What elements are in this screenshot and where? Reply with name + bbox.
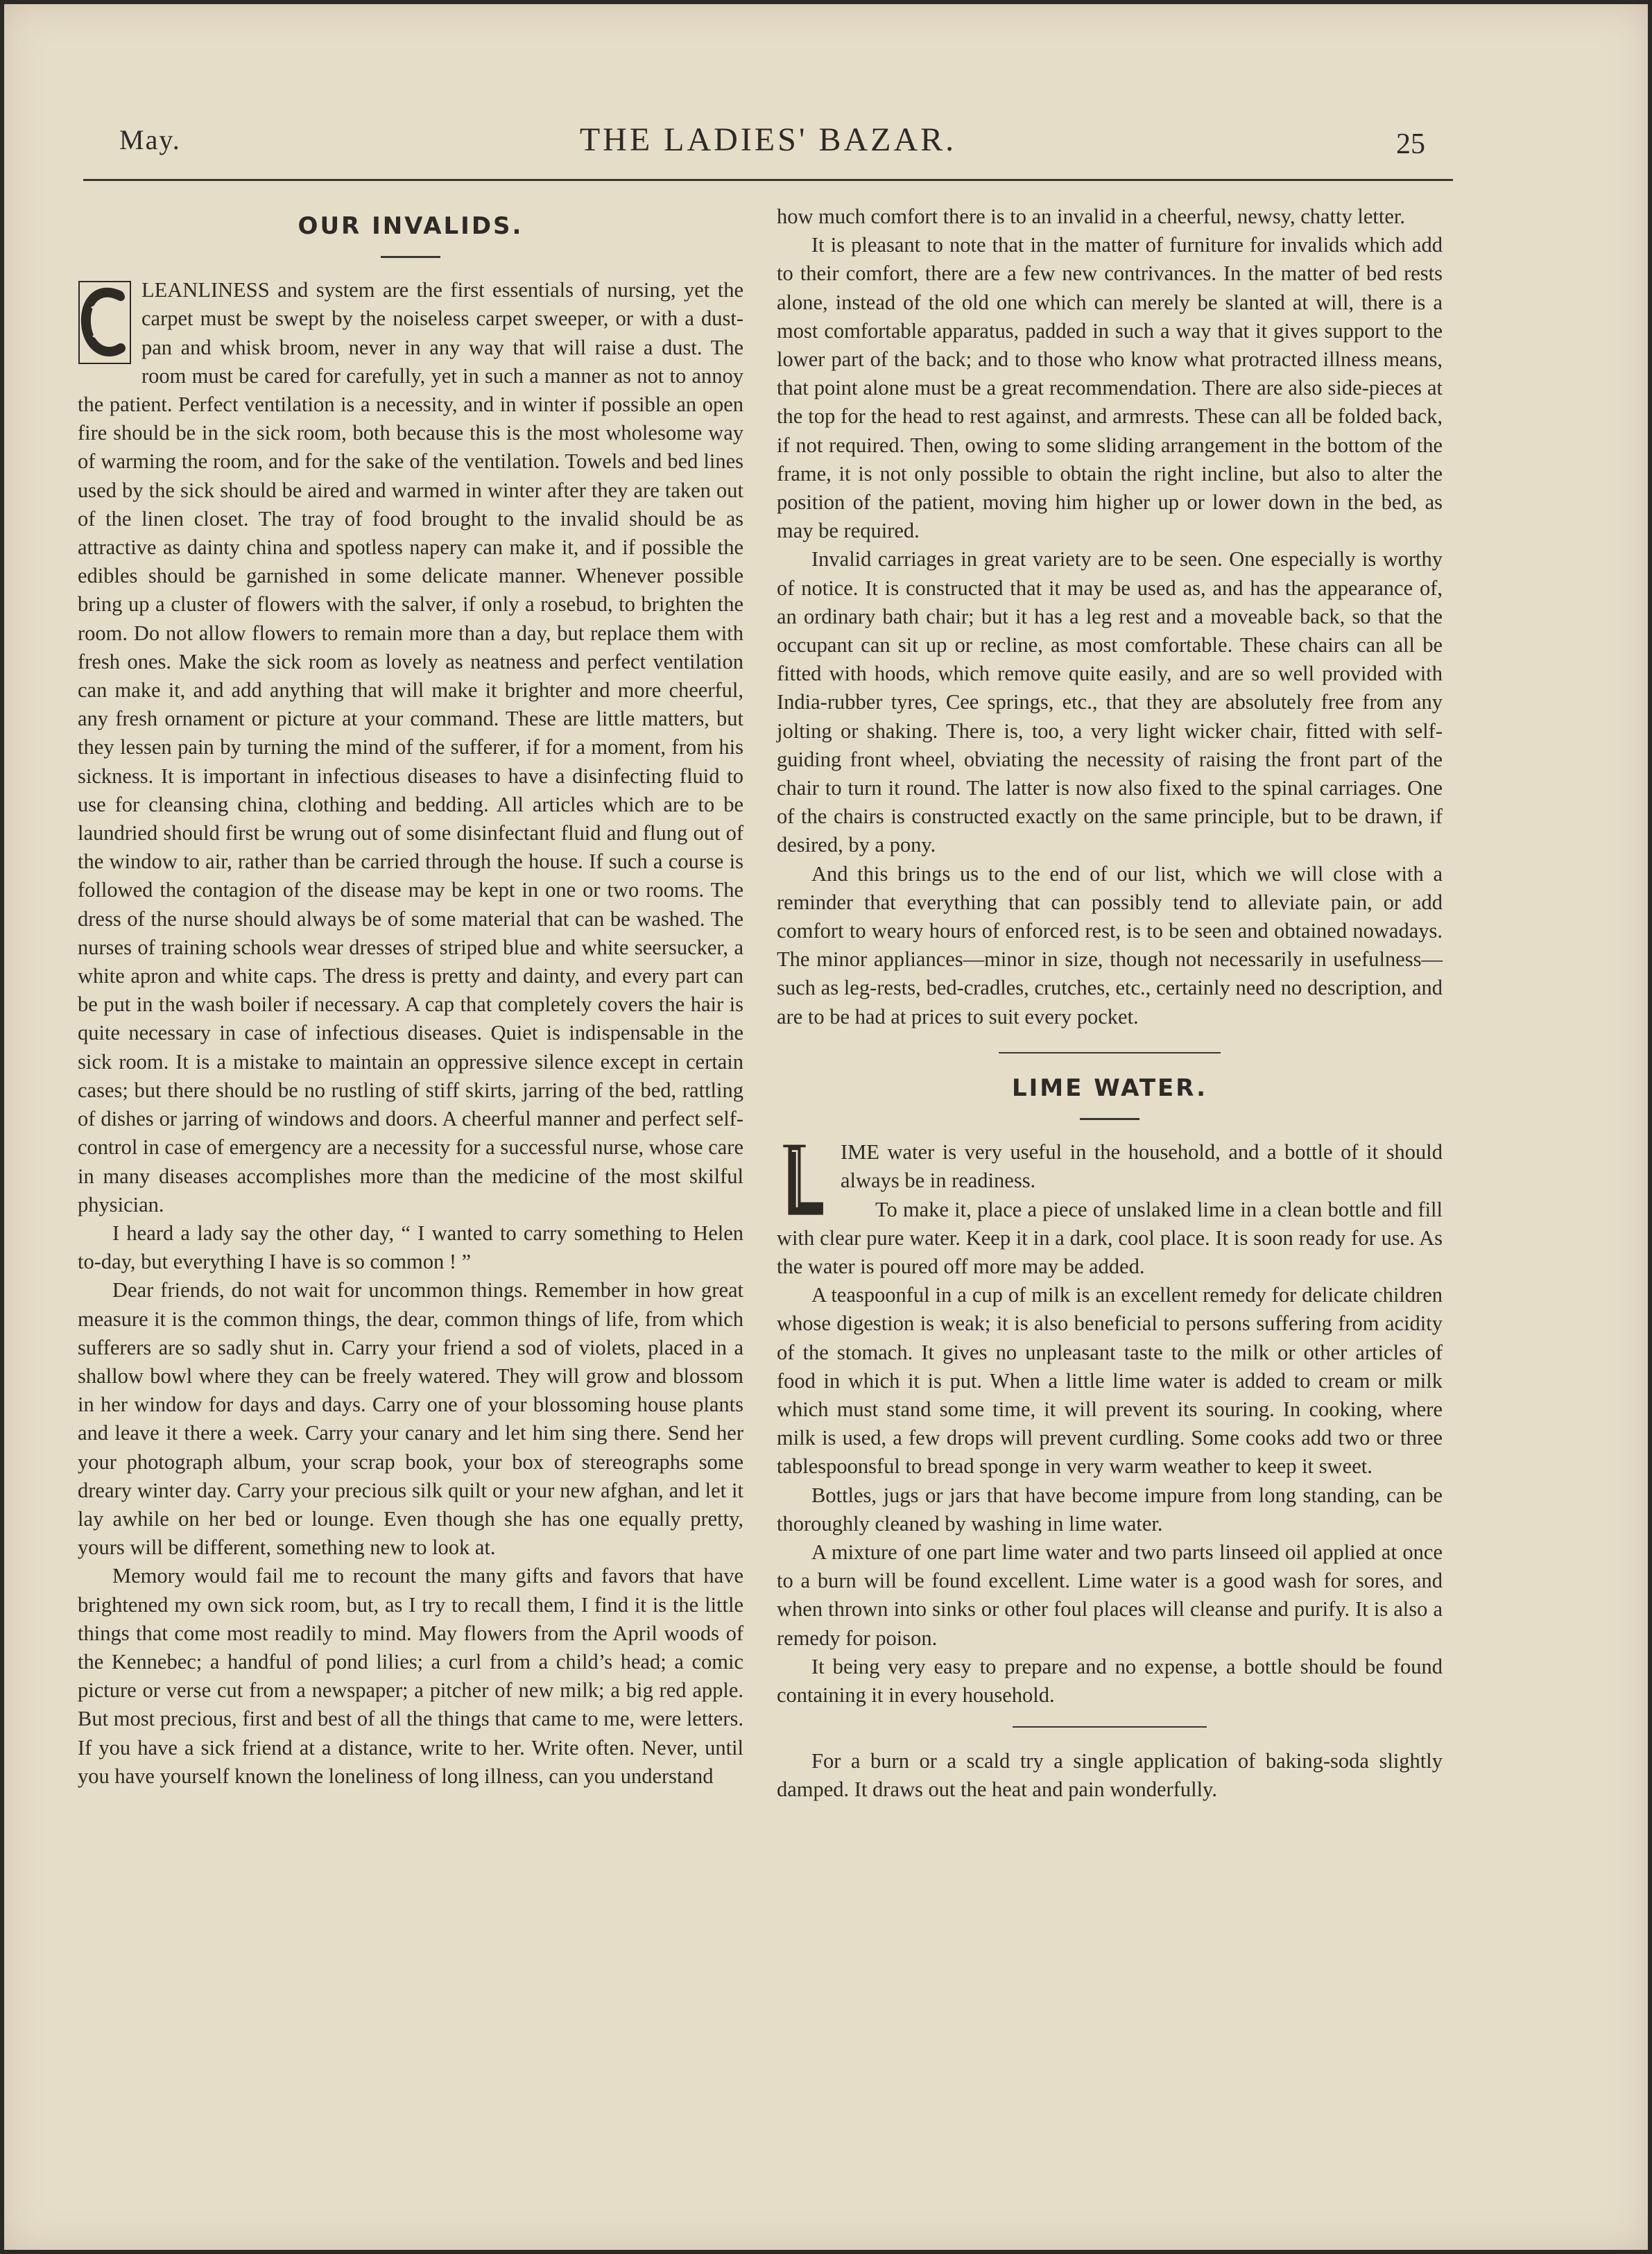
page-number: 25 bbox=[1396, 128, 1425, 160]
running-header bbox=[83, 118, 1453, 166]
paragraph-invalids-5: how much comfort there is to an invalid in a cheerful, newsy, chatty letter. bbox=[777, 205, 1405, 228]
title-rule bbox=[381, 256, 440, 258]
tip-burn-scald: For a burn or a scald try a single application of baking-soda slightly damped. It draws out the heat and pain wonderfully. bbox=[777, 1749, 1443, 1802]
left-column bbox=[78, 208, 743, 1791]
paragraph-invalids-7: Invalid carriages in great variety are to be seen. One especially is worthy of notice. It is constructed that it may be used as, and has the appearance of, an ordinary bath chair; but it has a leg rest and a moveable back, so that the occupant can sit up or recline, as most comfortable. These chairs can all be fitted with hoods, which remove quite easily, and are so well provided with India-rubber tyres, Cee springs, etc., that they are absolutely free from any jolting or shaking. There is, too, a very light wicker chair, fitted with self-guiding front wheel, obviating the necessity of raising the front part of the chair to turn it round. The latter is now also fixed to the spinal carriages. One of the chairs is constructed exactly on the same principle, but to be drawn, if desired, by a pony. bbox=[777, 547, 1443, 857]
paragraph-lime-3: A teaspoonful in a cup of milk is an excellent remedy for delicate children whose digestion is weak; it is also beneficial to persons suffering from acidity of the stomach. It gives no unpleasant taste to the milk or other articles of food in which it is put. When a little lime water is added to cream or milk which must stand some time, it will prevent its souring. In cooking, where milk is used, a few drops will prevent curdling. Some cooks add two or three tablespoonsful to bread sponge in very warm weather to keep it sweet. bbox=[777, 1283, 1443, 1479]
header-rule bbox=[83, 179, 1453, 181]
paragraph-invalids-4: Memory would fail me to recount the many gifts and favors that have brightened my own sick room, but, as I try to recall them, I find it is the little things that come most readily to mind. May flowers from the April woods of the Kennebec; a handful of pond lilies; a curl from a child’s head; a comic picture or verse cut from a newspaper; a pitcher of new milk; a big red apple. But most precious, first and best of all the things that came to me, were letters. If you have a sick friend at a distance, write to her. Write often. Never, until you have yourself known the loneliness of long illness, can you understand bbox=[78, 1564, 743, 1788]
paragraph-invalids-2: I heard a lady say the other day, “ I wanted to carry something to Helen to-day, but everything I have is so common ! ” bbox=[78, 1221, 743, 1274]
paragraph-lime-1-text: IME water is very useful in the household, and a bottle of it should always be in readiness. bbox=[841, 1140, 1443, 1193]
title-rule-lime bbox=[1080, 1118, 1139, 1120]
paragraph-invalids-3: Dear friends, do not wait for uncommon things. Remember in how great measure it is the common things, the dear, common things of life, from which sufferers are so sadly shut in. Carry your friend a sod of violets, placed in a shallow bowl where they can be freely watered. They will grow and blossom in her window for days and days. Carry one of your blossoming house plants and leave it there a week. Carry your canary and let him sing there. Send her your photograph album, your scrap book, your box of stereographs some dreary winter day. Carry your precious silk quilt or your new afghan, and let it lay awhile on her bed or lounge. Even though she has one equally pretty, yours will be different, something new to look at. bbox=[78, 1278, 743, 1560]
paragraph-invalids-1-text: LEANLINESS and system are the first essentials of nursing, yet the carpet must be swept by the noiseless carpet sweeper, or with a dust-pan and whisk broom, never in any way that will raise a dust. The room must be cared for carefully, yet in such a manner as not to annoy the patient. Perfect ventilation is a necessity, and in winter if possible an open fire should be in the sick room, both because this is the most wholesome way of warming the room, and for the sake of the ventilation. Towels and bed lines used by the sick should be aired and warmed in winter after they are taken out of the linen closet. The tray of food brought to the invalid should be as attractive as dainty china and spotless napery can make it, and if possible the edibles should be garnished in some delicate manner. Whenever possible bring up a cluster of flowers with the salver, if only a rosebud, to brighten the room. Do not allow flowers to remain more than a day, but replace them with fresh ones. Make the sick room as lovely as neatness and perfect ventilation can make it, and add anything that will make it brighter and more cheerful, any fresh ornament or picture at your command. These are little matters, but they lessen pain by turning the mind of the sufferer, if for a moment, from his sickness. It is important in infectious diseases to have a disinfecting fluid to use for cleansing china, clothing and bedding. All articles which are to be laundried should first be wrung out of some disinfectant fluid and flung out of the window to air, rather than be carried through the house. If such a course is followed the contagion of the disease may be kept in one or two rooms. The dress of the nurse should always be of some material that can be washed. The nurses of training schools wear dresses of striped blue and white seersucker, a white apron and white caps. The dress is pretty and dainty, and every part can be put in the wash boiler if necessary. A cap that completely covers the hair is quite necessary in case of infectious diseases. Quiet is indispensable in the sick room. It is a mistake to maintain an oppressive silence except in certain cases; but there should be no rustling of stiff skirts, jarring of the bed, rattling of dishes or jarring of windows and doors. A cheerful manner and perfect self-control in case of emergency are a necessity for a successful nurse, whose care in many diseases accomplishes more than the medicine of the most skilful physician. bbox=[78, 278, 743, 1216]
article-title-invalids: OUR INVALIDS. bbox=[298, 212, 524, 240]
decorative-dropcap-c-icon bbox=[78, 280, 132, 365]
paragraph-invalids-1 bbox=[78, 276, 743, 1219]
paragraph-lime-6: It being very easy to prepare and no expense, a bottle should be found containing it in every household. bbox=[777, 1654, 1443, 1707]
paragraph-lime-4: Bottles, jugs or jars that have become impure from long standing, can be thoroughly cleaned by washing in lime water. bbox=[777, 1483, 1443, 1535]
paragraph-invalids-8: And this brings us to the end of our list, which we will close with a reminder that everything that can possibly tend to alleviate pain, or add comfort to weary hours of enforced rest, is to be seen and obtained nowadays. The minor appliances—minor in size, though not necessarily in usefulness—such as leg-rests, bed-cradles, crutches, etc., certainly need no description, and are to be had at prices to suit every pocket. bbox=[777, 861, 1443, 1029]
header-month: May. bbox=[119, 124, 181, 155]
paragraph-lime-5: A mixture of one part lime water and two parts linseed oil applied at once to a burn will be found excellent. Lime water is a good wash for sores, and when thrown into sinks or other foul places will cleanse and purify. It is also a remedy for poison. bbox=[777, 1540, 1443, 1650]
paragraph-invalids-6: It is pleasant to note that in the matter of furniture for invalids which add to their comfort, there are a few new contrivances. In the matter of bed rests alone, instead of the old one which can merely be slanted at will, there is a most comfortable apparatus, padded in such a way that it gives support to the lower part of the back; and to those who know what protracted illness means, that point alone must be a great recommendation. There are also side-pieces at the top for the head to rest against, and armrests. These can all be folded back, if not required. Then, owing to some sliding arrangement in the bottom of the frame, it is not only possible to obtain the right incline, but also to alter the position of the patient, moving him higher up or lower down in the bed, as may be required. bbox=[777, 233, 1443, 543]
article-title-lime-water: LIME WATER. bbox=[1011, 1074, 1207, 1102]
paragraph-lime-1 bbox=[777, 1138, 1443, 1195]
paragraph-lime-2: To make it, place a piece of unslaked lime in a clean bottle and fill with clear pure water. Keep it in a dark, cool place. It is soon ready for use. As the water is poured off more may be added. bbox=[777, 1197, 1443, 1278]
right-column bbox=[777, 203, 1443, 1805]
section-divider-2 bbox=[1013, 1726, 1207, 1728]
decorative-dropcap-l-icon bbox=[777, 1142, 831, 1219]
section-divider bbox=[999, 1052, 1221, 1053]
magazine-title: THE LADIES' BAZAR. bbox=[579, 121, 957, 158]
